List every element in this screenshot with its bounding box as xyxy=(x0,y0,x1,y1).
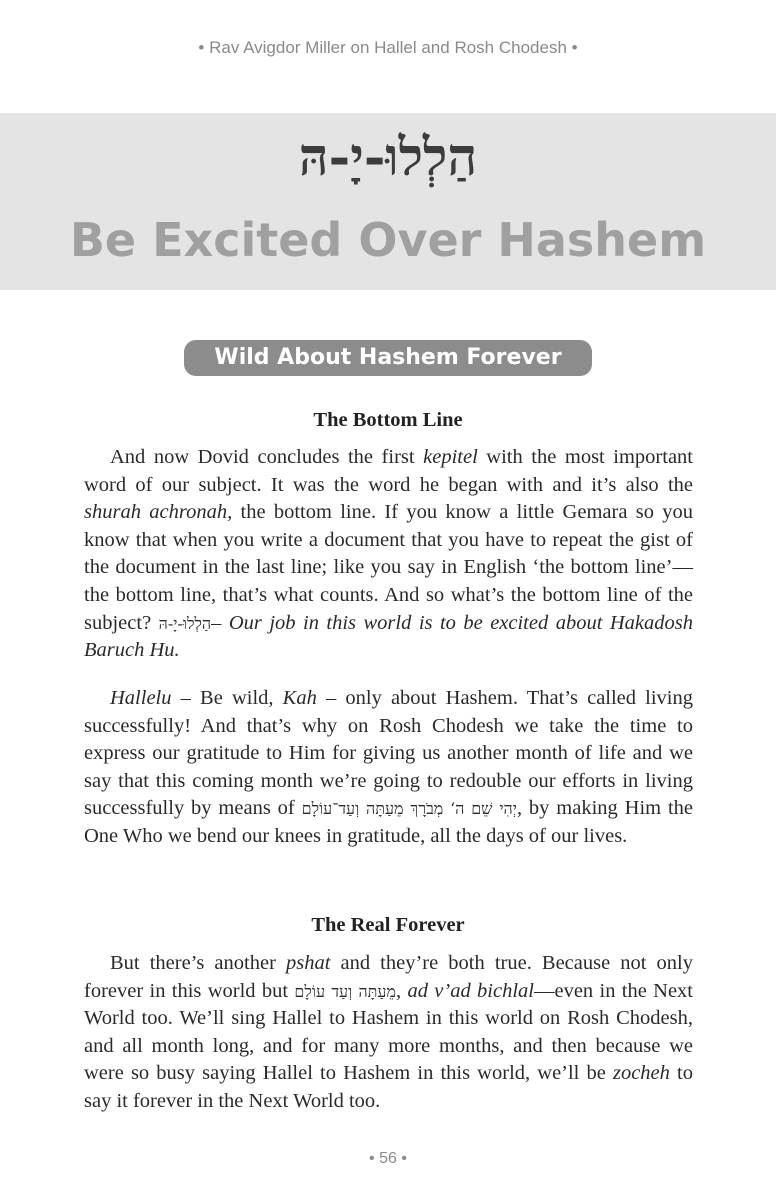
text-run: and they’re both true. Because not only forever in this world but xyxy=(84,952,694,1002)
chapter-title: Be Excited Over Hashem xyxy=(69,213,707,267)
text-run-italic: shurah achronah, xyxy=(84,501,233,524)
subheading-real-forever: The Real Forever xyxy=(311,914,465,936)
text-run: the bottom line. If you know a little Gemara so you know that when you write a document that you have to repeat the gist of the document in the last line; like you say in English ‘the bottom line’—the bottom line, that’s what counts. And so what’s the bottom line of the subject? xyxy=(84,501,693,634)
page-number: • 56 • xyxy=(369,1150,407,1167)
text-run: And now Dovid concludes the first xyxy=(110,446,424,468)
text-run: with the most important word of our subject. It was the word he began with and it’s also the xyxy=(84,446,693,496)
text-run: – only about Hashem. That’s called living successfully! And that’s why on Rosh Chodesh we take the time to express our gratitude to Him for giving us another month of life and we say that this coming month we’re going to redouble our efforts in living successfully by means of xyxy=(84,687,694,820)
text-run: But there’s another xyxy=(110,952,286,974)
text-run: to say it forever in the Next World too. xyxy=(84,1062,693,1112)
hebrew-inline: מֵעַתָּה וְעַד עוֹלָם xyxy=(294,981,396,1001)
text-run: —even in the Next World too. We’ll sing Hallel to Hashem in this world on Rosh Chodesh, and all month long, and for many more months, and then because we were so busy saying Hallel to Hashem in this world, we’ll be xyxy=(84,979,693,1085)
chapter-title-band xyxy=(0,113,776,290)
running-header: • Rav Avigdor Miller on Hallel and Rosh Chodesh • xyxy=(198,38,578,57)
paragraph-1 xyxy=(84,444,693,665)
hebrew-inline: הַלְלוּ-יָ-הּ xyxy=(158,613,212,633)
text-run: Be wild, xyxy=(190,687,283,709)
paragraph-3 xyxy=(84,950,693,1116)
paragraph-2 xyxy=(84,685,693,851)
section-heading-pill: Wild About Hashem Forever xyxy=(184,340,592,376)
hebrew-chapter-title: הַלְלוּ-יָ-הּ xyxy=(298,127,478,188)
text-run: , xyxy=(395,979,408,1002)
subheading-bottom-line: The Bottom Line xyxy=(313,409,463,431)
text-run-italic: Hallelu – xyxy=(110,687,191,709)
text-run-italic: zocheh xyxy=(612,1062,670,1085)
text-run-italic: pshat xyxy=(285,952,331,974)
text-run-italic: Kah xyxy=(282,687,317,709)
text-run: – xyxy=(211,611,229,634)
text-run-italic: ad v’ad bichlal xyxy=(407,979,534,1002)
text-run-italic: kepitel xyxy=(423,446,478,468)
text-run-italic: Our job in this world is to be excited about Hakadosh Baruch Hu. xyxy=(84,611,693,662)
hebrew-inline: יְהִי שֵׁם ה‘ מְבֹרָךְ מֵעַתָּה וְעַד־עוֹלָם xyxy=(301,799,517,819)
text-run: , by making Him the One Who we bend our knees in gratitude, all the days of our lives. xyxy=(84,797,693,847)
